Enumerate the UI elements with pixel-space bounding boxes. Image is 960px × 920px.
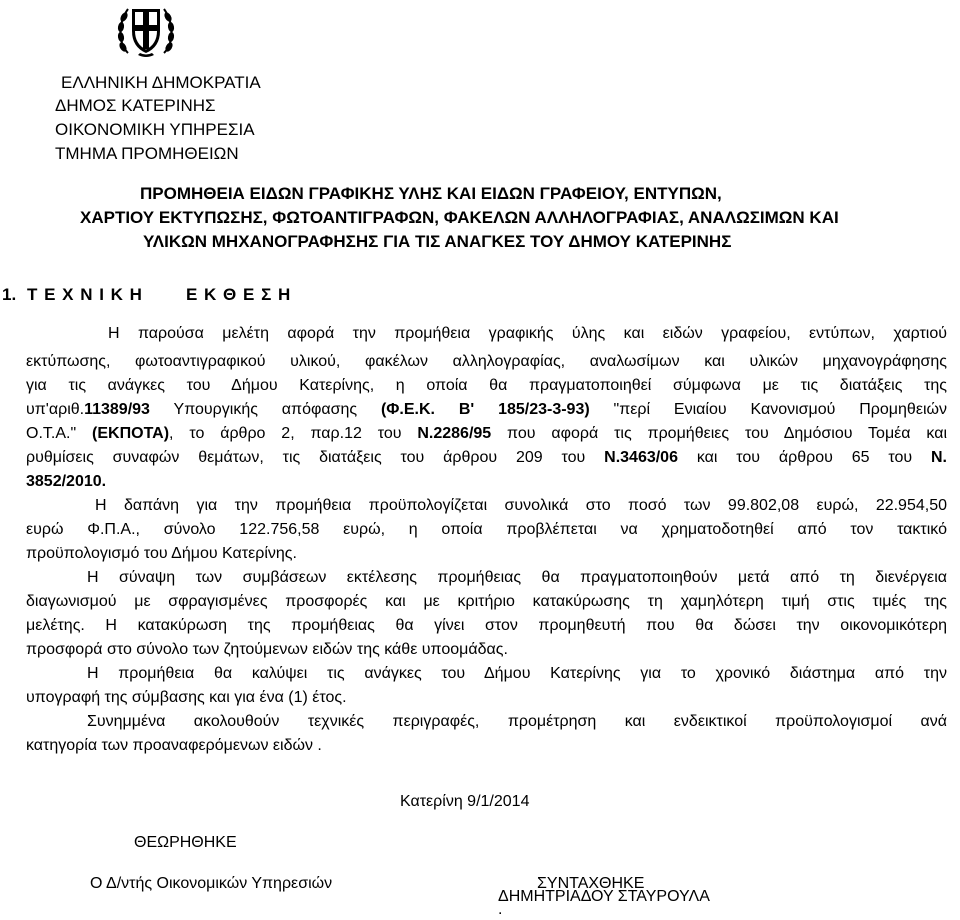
p1-l5-bold-a: (ΕΚΠΟΤΑ): [92, 425, 170, 442]
author-name: ΔΗΜΗΤΡΙΑΔΟΥ ΣΤΑΥΡΟΥΛΑ: [498, 888, 710, 905]
header-line-1: ΕΛΛΗΝΙΚΗ ΔΗΜΟΚΡΑΤΙΑ: [61, 73, 261, 92]
p1-l5-text-a: Ο.Τ.Α.": [26, 425, 93, 442]
p1-line-7: 3852/2010.: [26, 473, 107, 490]
header-line-3: ΟΙΚΟΝΟΜΙΚΗ ΥΠΗΡΕΣΙΑ: [55, 120, 255, 139]
title-line-1: ΠΡΟΜΗΘΕΙΑ ΕΙΔΩΝ ΓΡΑΦΙΚΗΣ ΥΛΗΣ ΚΑΙ ΕΙΔΩΝ ΓΡΑΦΕΙΟΥ, ΕΝΤΥΠΩΝ,: [140, 184, 722, 203]
p2-line-1: Η δαπάνη για την προμήθεια προϋπολογίζεται συνολικά στο ποσό των 99.802,08 ευρώ, 22.954,50: [95, 497, 947, 514]
p1-l5-bold-b: Ν.2286/95: [417, 425, 492, 442]
compiled-label: ΣΥΝΤΑΧΘΗΚΕ: [537, 875, 645, 892]
p1-line-4: [26, 400, 947, 420]
director-title: Ο Δ/ντής Οικονομικών Υπηρεσιών: [90, 875, 333, 892]
p5-line-1: Συνημμένα ακολουθούν τεχνικές περιγραφές, προμέτρηση και ενδεικτικοί προϋπολογισμοί ανά: [87, 713, 947, 730]
p3-line-3: μελέτης. Η κατακύρωση της προμήθειας θα γίνει στον προμηθευτή που θα δώσει την οικονομικότερη: [26, 617, 947, 634]
section-word-2: Ε Κ Θ Ε Σ Η: [186, 285, 292, 304]
p2-line-2: ευρώ Φ.Π.Α., σύνολο 122.756,58 ευρώ, η οποία προβλέπεται να χρηματοδοτηθεί από τον τακτικό: [26, 521, 947, 538]
p1-line-5: [26, 424, 947, 444]
p1-l6-bold-b: Ν.: [931, 449, 947, 466]
p1-l5-text-c: που αφορά τις προμήθειες του Δημόσιου Τομέα και: [491, 425, 948, 442]
p1-l4-text-b: Υπουργικής απόφασης: [149, 401, 381, 418]
p1-line-1: Η παρούσα μελέτη αφορά την προμήθεια γραφικής ύλης και ειδών γραφείου, εντύπων, χαρτιού: [108, 325, 947, 342]
p1-l4-bold-a: 11389/93: [84, 401, 150, 418]
p4-line-2: υπογραφή της σύμβασης και για ένα (1) έτος.: [26, 689, 347, 706]
p3-line-1: Η σύναψη των συμβάσεων εκτέλεσης προμήθειας θα πραγματοποιηθούν μετά από τη διενέργεια: [87, 569, 947, 586]
section-word-1: Τ Ε Χ Ν Ι Κ Η: [27, 285, 143, 304]
seen-label: ΘΕΩΡΗΘΗΚΕ: [134, 834, 237, 851]
trailing-dot: .: [498, 901, 503, 918]
p1-line-3: για τις ανάγκες του Δήμου Κατερίνης, η οποία θα πραγματοποιηθεί σύμφωνα με τις διατάξεις της: [26, 377, 947, 394]
p4-line-1: Η προμήθεια θα καλύψει τις ανάγκες του Δήμου Κατερίνης για το χρονικό διάστημα από την: [87, 665, 947, 682]
header-line-4: ΤΜΗΜΑ ΠΡΟΜΗΘΕΙΩΝ: [55, 144, 239, 163]
p1-l4-bold-b: (Φ.Ε.Κ. Β' 185/23-3-93): [380, 401, 590, 418]
greek-emblem-icon: [116, 3, 176, 59]
title-line-3: ΥΛΙΚΩΝ ΜΗΧΑΝΟΓΡΑΦΗΣΗΣ ΓΙΑ ΤΙΣ ΑΝΑΓΚΕΣ ΤΟΥ ΔΗΜΟΥ ΚΑΤΕΡΙΝΗΣ: [143, 232, 732, 251]
p3-line-4: προσφορά στο σύνολο των ζητούμενων ειδών της κάθε υποομάδας.: [26, 641, 508, 658]
p1-line-6: [26, 448, 947, 468]
p1-l6-text-b: και του άρθρου 65 του: [677, 449, 931, 466]
p2-line-3: προϋπολογισμό του Δήμου Κατερίνης.: [26, 545, 297, 562]
p1-l4-text-c: "περί Ενιαίου Κανονισμού Προμηθειών: [589, 401, 948, 418]
p1-l4-text-a: υπ'αριθ.: [26, 401, 85, 418]
p3-line-2: διαγωνισμού με σφραγισμένες προσφορές και με κριτήριο κατακύρωσης τη χαμηλότερη τιμή στις τιμές της: [26, 593, 947, 610]
p1-l6-bold-a: Ν.3463/06: [604, 449, 678, 466]
p5-line-2: κατηγορία των προαναφερόμενων ειδών .: [26, 737, 322, 754]
section-number: 1.: [2, 285, 17, 304]
p1-l5-text-b: , το άρθρο 2, παρ.12 του: [169, 425, 418, 442]
title-line-2: ΧΑΡΤΙΟΥ ΕΚΤΥΠΩΣΗΣ, ΦΩΤΟΑΝΤΙΓΡΑΦΩΝ, ΦΑΚΕΛΩΝ ΑΛΛΗΛΟΓΡΑΦΙΑΣ, ΑΝΑΛΩΣΙΜΩΝ ΚΑΙ: [80, 208, 839, 227]
header-line-2: ΔΗΜΟΣ ΚΑΤΕΡΙΝΗΣ: [55, 96, 216, 115]
p1-line-2: εκτύπωσης, φωτοαντιγραφικού υλικού, φακέλων αλληλογραφίας, αναλωσίμων και υλικών μηχανογράφησης: [26, 353, 947, 370]
place-date: Κατερίνη 9/1/2014: [400, 793, 530, 810]
p1-l6-text-a: ρυθμίσεις συναφών θεμάτων, τις διατάξεις του άρθρου 209 του: [26, 449, 605, 466]
